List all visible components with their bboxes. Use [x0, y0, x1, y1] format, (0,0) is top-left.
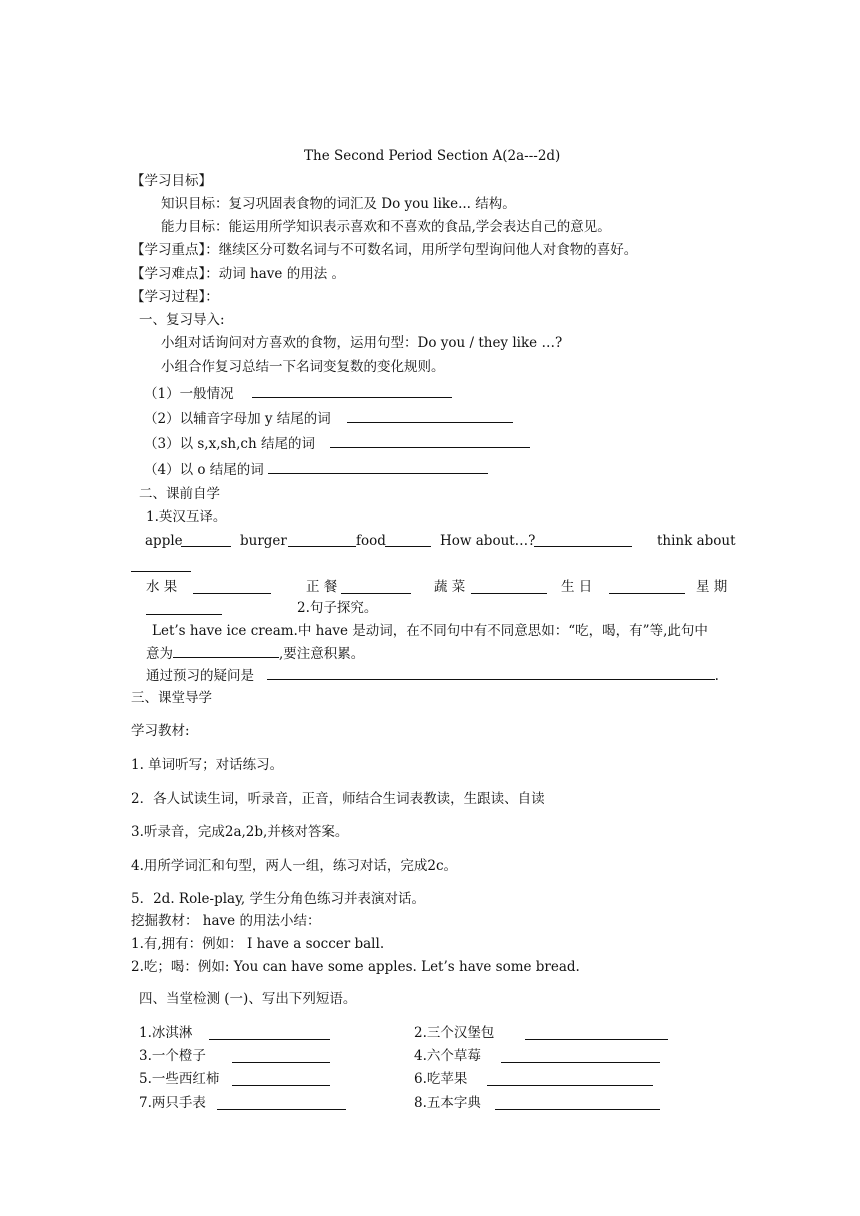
- doubt-label: 通过预习的疑问是: [146, 668, 254, 684]
- exercise-item: 1.冰淇淋: [139, 1025, 193, 1041]
- page-title: The Second Period Section A(2a---2d): [304, 148, 561, 164]
- blank-food[interactable]: [385, 533, 431, 547]
- exercise-item: 5.一些西红柿: [139, 1071, 220, 1087]
- doubt-line: [146, 666, 719, 685]
- sentence-line-1: Let’s have ice cream.中 have 是动词，在不同句中有不同意思如：“吃，喝，有”等,此句中: [152, 623, 708, 639]
- rule-2-blank[interactable]: [347, 409, 513, 423]
- word-birthday: 生 日: [561, 579, 593, 595]
- answer-blank[interactable]: [209, 1026, 330, 1040]
- answer-blank[interactable]: [525, 1026, 668, 1040]
- exercise-item: 4.六个草莓: [414, 1048, 481, 1064]
- step-1: 1. 单词听写；对话练习。: [131, 757, 284, 773]
- section-1-para-2: 小组合作复习总结一下名词变复数的变化规则。: [161, 359, 445, 375]
- exercise-item: 3.一个橙子: [139, 1048, 206, 1064]
- exercise-item: 8.五本字典: [414, 1095, 481, 1111]
- section-4-heading: 四、当堂检测 (一)、写出下列短语。: [139, 991, 357, 1007]
- exercise-item: 6.吃苹果: [414, 1071, 468, 1087]
- goals-heading: 【学习目标】: [131, 173, 212, 189]
- blank-meal[interactable]: [341, 580, 411, 594]
- rule-1: [144, 384, 452, 403]
- step-3: 3.听录音，完成2a,2b,并核对答案。: [131, 824, 349, 840]
- blank-fruit[interactable]: [193, 580, 271, 594]
- word-vegetable: 蔬 菜: [434, 579, 466, 595]
- answer-blank[interactable]: [495, 1096, 660, 1110]
- blank-vegetable[interactable]: [471, 580, 547, 594]
- sentence-line-2-suffix: ,要注意积累。: [279, 646, 365, 662]
- doubt-blank[interactable]: [267, 666, 715, 680]
- step-5: 5．2d. Role-play, 学生分角色练习并表演对话。: [131, 891, 425, 907]
- difficulty: 【学习难点】：动词 have 的用法 。: [131, 266, 345, 282]
- word-think-about: think about: [657, 533, 736, 549]
- rule-2: [144, 409, 513, 428]
- rule-3-label: （3）以 s,x,sh,ch 结尾的词: [144, 436, 315, 452]
- usage-summary: 挖掘教材： have 的用法小结：: [131, 913, 321, 929]
- answer-blank[interactable]: [487, 1072, 653, 1086]
- answer-blank[interactable]: [232, 1049, 330, 1063]
- blank-week[interactable]: [146, 601, 222, 615]
- step-2: 2．各人试读生词，听录音，正音，师结合生词表教读，生跟读、自读: [131, 791, 545, 807]
- material-label: 学习教材:: [131, 723, 190, 739]
- section-1-para-1: 小组对话询问对方喜欢的食物，运用句型：Do you / they like …?: [161, 335, 563, 351]
- word-apple: apple: [145, 533, 183, 549]
- rule-1-blank[interactable]: [252, 384, 452, 398]
- section-1-heading: 一、复习导入:: [139, 312, 225, 328]
- word-how-about: How about…?: [440, 533, 536, 549]
- step-4: 4.用所学词汇和句型，两人一组，练习对话，完成2c。: [131, 858, 458, 874]
- sentence-line-2: [146, 644, 364, 663]
- doubt-end: .: [714, 668, 719, 684]
- rule-4-blank[interactable]: [268, 460, 488, 474]
- answer-blank[interactable]: [232, 1072, 330, 1086]
- rule-3: [144, 434, 530, 453]
- usage-2: 2.吃；喝：例如: You can have some apples. Let’s have some bread.: [131, 959, 580, 975]
- rule-3-blank[interactable]: [330, 434, 530, 448]
- rule-1-label: （1）一般情况: [144, 386, 234, 402]
- translate-prompt: 1.英汉互译。: [146, 509, 227, 525]
- knowledge-goal: 知识目标：复习巩固表食物的词汇及 Do you like... 结构。: [161, 196, 516, 212]
- blank-burger[interactable]: [288, 533, 356, 547]
- word-food: food: [356, 533, 386, 549]
- blank-apple[interactable]: [181, 533, 231, 547]
- sentence-prompt: 2.句子探究。: [297, 600, 378, 616]
- rule-4: [144, 460, 488, 479]
- rule-4-label: （4）以 o 结尾的词: [144, 462, 264, 478]
- section-2-heading: 二、课前自学: [139, 486, 220, 502]
- ability-goal: 能力目标：能运用所学知识表示喜欢和不喜欢的食品,学会表达自己的意见。: [161, 219, 611, 235]
- blank-how-about[interactable]: [534, 533, 632, 547]
- usage-1: 1.有,拥有：例如： I have a soccer ball.: [131, 936, 385, 952]
- word-week: 星 期: [696, 579, 728, 595]
- rule-2-label: （2）以辅音字母加 y 结尾的词: [144, 411, 331, 427]
- meaning-blank[interactable]: [173, 644, 279, 658]
- exercise-item: 2.三个汉堡包: [414, 1025, 495, 1041]
- sentence-line-2-prefix: 意为: [146, 646, 173, 662]
- blank-birthday[interactable]: [609, 580, 685, 594]
- word-meal: 正 餐: [306, 579, 338, 595]
- answer-blank[interactable]: [501, 1049, 660, 1063]
- exercise-item: 7.两只手表: [139, 1095, 206, 1111]
- section-3-heading: 三、课堂导学: [131, 690, 212, 706]
- answer-blank[interactable]: [217, 1096, 346, 1110]
- process-heading: 【学习过程】：: [131, 289, 219, 305]
- blank-think-about[interactable]: [131, 558, 191, 572]
- word-burger: burger: [240, 533, 287, 549]
- word-fruit: 水 果: [146, 579, 178, 595]
- key-points: 【学习重点】：继续区分可数名词与不可数名词，用所学句型询问他人对食物的喜好。: [131, 242, 638, 258]
